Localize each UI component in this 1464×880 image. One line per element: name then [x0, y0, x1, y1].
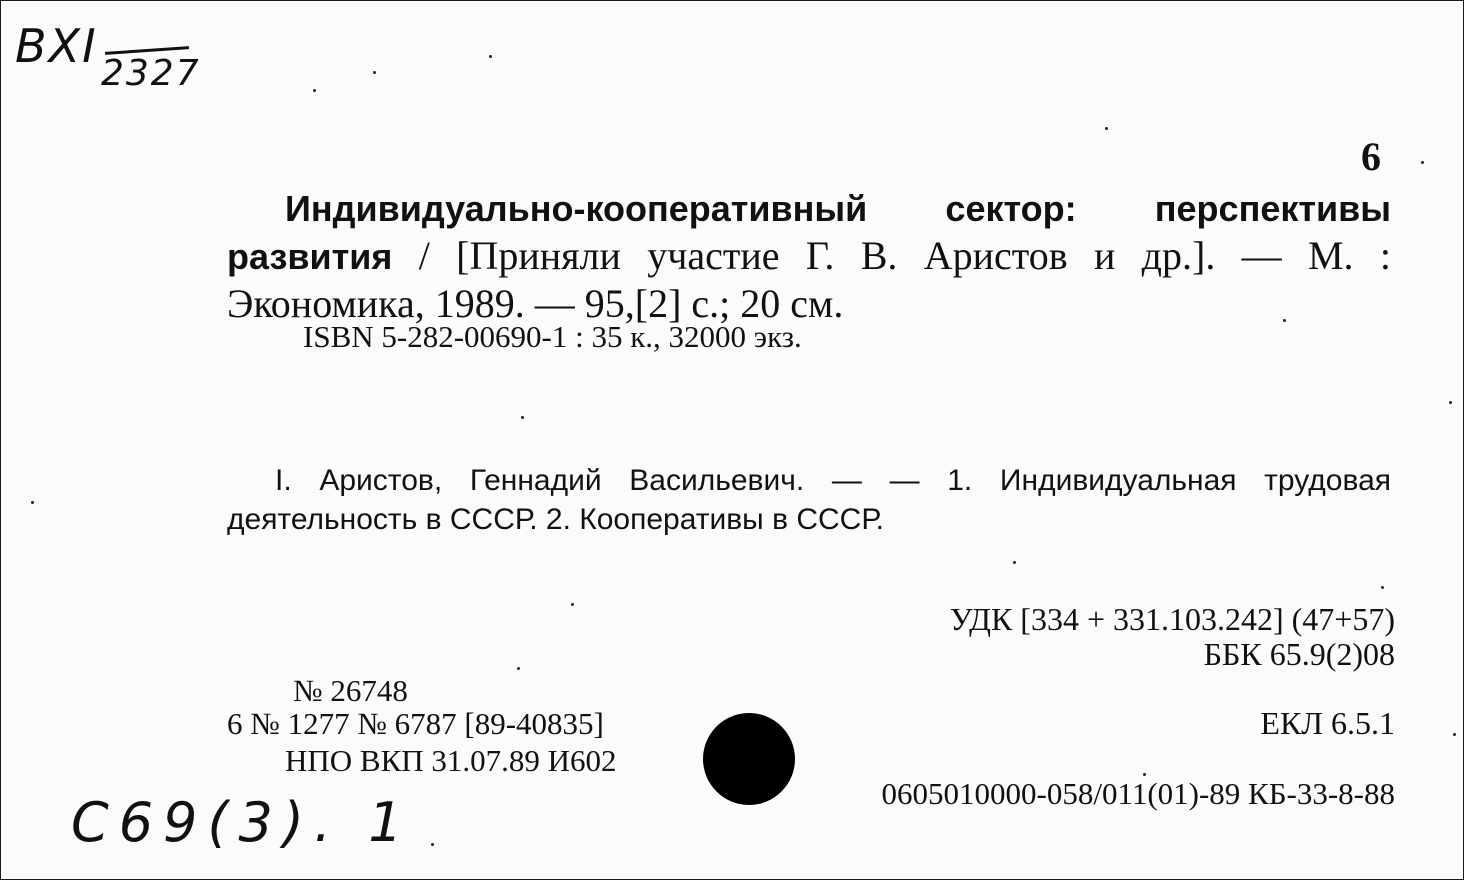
udc-classification: УДК [334 + 331.103.242] (47+57): [949, 601, 1395, 637]
print-speck: [521, 416, 524, 419]
punch-hole: [703, 713, 795, 805]
print-speck: [1449, 401, 1452, 404]
print-speck: [31, 501, 34, 504]
card-number: 6: [1361, 134, 1381, 179]
npo-line: НПО ВКП 31.07.89 И602: [285, 743, 617, 778]
print-speck: [517, 667, 520, 670]
print-speck: [1013, 561, 1016, 564]
print-speck: [489, 55, 492, 58]
entry-title: Индивидуально-кооперативный сектор: перспективы развития: [227, 188, 1391, 277]
handwritten-call-number: С69(3). 1: [71, 791, 413, 854]
order-code: 0605010000-058/011(01)-89 КБ-33-8-88: [881, 776, 1395, 811]
print-speck: [313, 89, 316, 92]
tracings-text: I. Аристов, Геннадий Васильевич. — — 1. Индивидуальная трудовая деятельность в СССР. 2. Кооперативы в СССР.: [227, 464, 1391, 536]
print-speck: [431, 843, 434, 846]
isbn-line: ISBN 5-282-00690-1 : 35 к., 32000 экз.: [303, 319, 802, 354]
print-speck: [1105, 127, 1108, 130]
bibliographic-entry: [227, 184, 1391, 327]
handwritten-shelf-mark: ВХІ: [15, 19, 98, 73]
print-speck: [1421, 161, 1424, 164]
ekl-classification: ЕКЛ 6.5.1: [1260, 705, 1395, 741]
tracings: [227, 461, 1391, 539]
handwritten-shelf-number: 2327: [101, 53, 201, 94]
print-speck: [1381, 586, 1384, 589]
print-speck: [373, 71, 376, 74]
bbk-classification: ББК 65.9(2)08: [1203, 636, 1395, 672]
print-speck: [1453, 733, 1456, 736]
print-speck: [571, 603, 574, 606]
entry-description: / [Приняли участие Г. В. Аристов и др.]. — М. : Экономика, 1989. — 95,[2] с.; 20 см.: [227, 233, 1391, 326]
print-order-line: 6 № 1277 № 6787 [89-40835]: [227, 706, 604, 741]
record-number: № 26748: [293, 673, 408, 708]
